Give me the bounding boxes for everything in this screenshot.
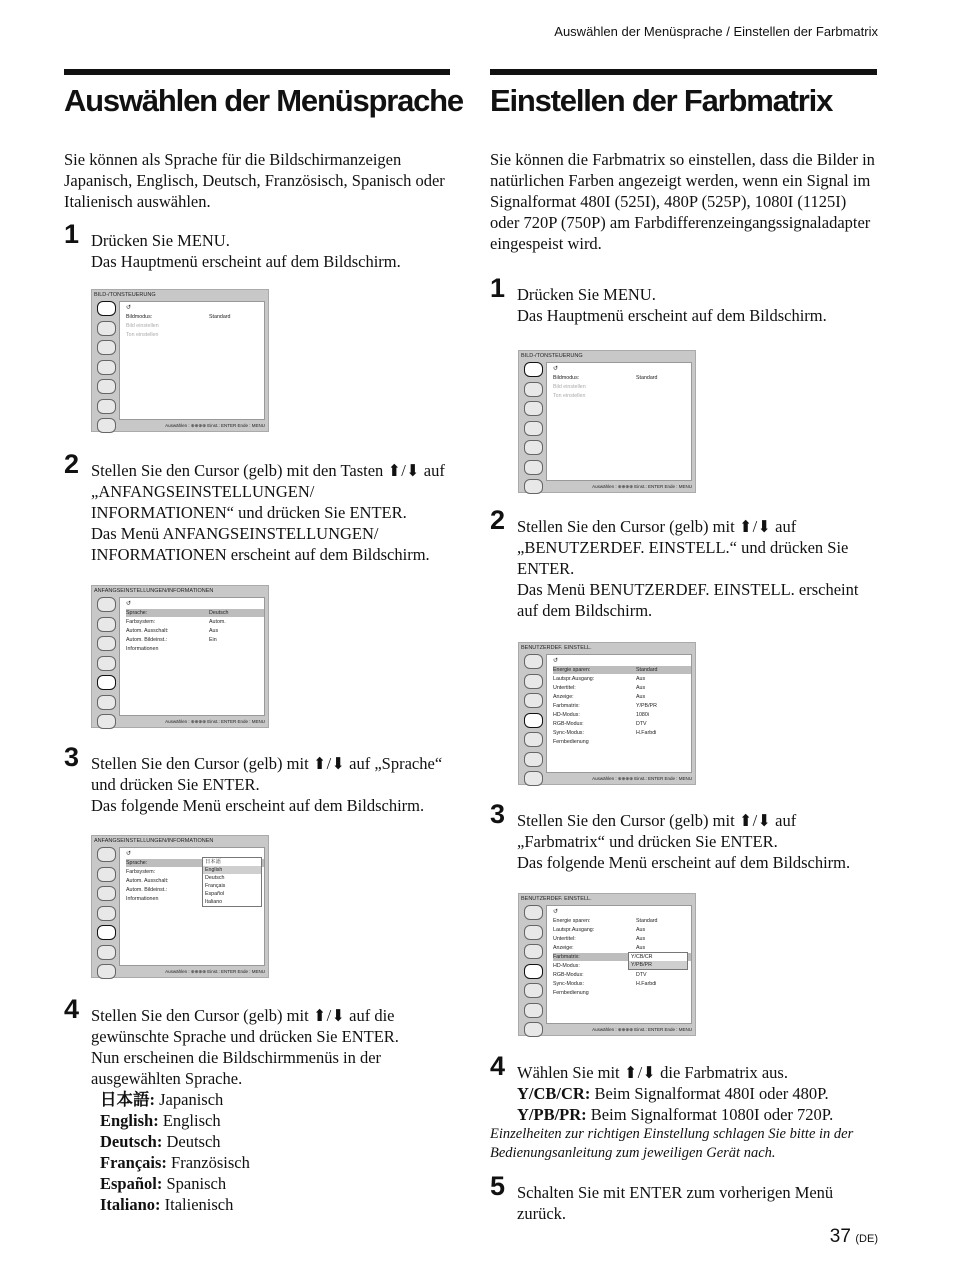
menu-row-label: Farbsystem:: [126, 619, 156, 625]
menu-row-value: H.Farbdi: [636, 730, 657, 736]
step-text: Stellen Sie den Cursor (gelb) mit ⬆/⬇ auf die gewünschte Sprache und drücken Sie ENTER.: [91, 1006, 399, 1046]
menu-row: [553, 720, 691, 728]
menu-screen-farbmatrix: [518, 893, 696, 1036]
menu-category-icon: [524, 983, 543, 998]
return-icon: ↺: [126, 851, 132, 857]
menu-row: [126, 627, 264, 635]
note: Einzelheiten zur richtigen Einstellung schlagen Sie bitte in der Bedienungsanleitung zum jeweiligen Gerät nach.: [490, 1126, 854, 1161]
menu-screen-anfangseinstellungen: [91, 585, 269, 728]
menu-row-label: Lautspr.Ausgang:: [553, 676, 595, 682]
menu-row-label: Bild einstellen: [553, 384, 586, 390]
menu-category-icon: [524, 693, 543, 708]
menu-category-icon: [524, 732, 543, 747]
menu-row-label: Ton einstellen: [553, 393, 586, 399]
menu-icon-column: [94, 597, 118, 734]
step-number: 3: [490, 799, 506, 829]
menu-category-icon: [97, 340, 116, 355]
menu-icon-column: [521, 654, 545, 791]
step-number: 5: [490, 1171, 506, 1201]
menu-panel: [546, 905, 692, 1024]
left-step-1: [64, 219, 450, 272]
menu-category-icon: [524, 421, 543, 436]
step-text: Stellen Sie den Cursor (gelb) mit ⬆/⬇ auf „Sprache“ und drücken Sie ENTER.: [91, 754, 443, 794]
menu-row-label: Anzeige:: [553, 694, 574, 700]
menu-row-value: Aus: [636, 694, 646, 700]
step-text: Das folgende Menü erscheint auf dem Bildschirm.: [91, 796, 425, 815]
menu-row: [553, 684, 691, 692]
step-text: Das Hauptmenü erscheint auf dem Bildschirm.: [91, 252, 401, 271]
menu-row-label: Sync-Modus:: [553, 981, 584, 987]
menu-row-value: Ein: [209, 637, 217, 643]
step-number: 1: [490, 273, 506, 303]
option-item: Y/CB/CR: [631, 954, 653, 960]
menu-row-label: Farbmatrix:: [553, 954, 580, 960]
menu-row: [553, 971, 691, 979]
definition-row: [100, 1131, 450, 1152]
definition-value: Italienisch: [164, 1195, 234, 1214]
menu-row-label: Energie sparen:: [553, 667, 591, 673]
menu-row-label: Untertitel:: [553, 685, 576, 691]
menu-category-icon: [97, 886, 116, 901]
menu-row-label: Bild einstellen: [126, 323, 159, 329]
menu-category-icon: [524, 401, 543, 416]
step-text: Wählen Sie mit ⬆/⬇ die Farbmatrix aus.: [517, 1063, 788, 1082]
definition-key: Y/CB/CR:: [517, 1084, 591, 1103]
right-step-3: [490, 799, 877, 873]
menu-row: [553, 935, 691, 943]
menu-row-value: 1080i: [636, 712, 649, 718]
menu-row: [553, 926, 691, 934]
menu-row: [553, 374, 691, 382]
step-number: 4: [64, 994, 80, 1024]
running-header: Auswählen der Menüsprache / Einstellen der Farbmatrix: [554, 24, 878, 39]
step-number: 4: [490, 1051, 506, 1081]
screen-footer: Auswählen : ⊕⊕⊕⊕ Einst.: ENTER Ende : MENU: [165, 969, 265, 974]
menu-category-icon: [524, 964, 543, 979]
return-icon: ↺: [553, 658, 559, 664]
menu-row-value: Aus: [209, 628, 219, 634]
step-text: Stellen Sie den Cursor (gelb) mit den Tasten ⬆/⬇ auf „ANFANGSEINSTELLUNGEN/ INFORMATIONEN“ und drücken Sie ENTER.: [91, 461, 445, 522]
menu-icon-column: [94, 847, 118, 984]
menu-row: [553, 693, 691, 701]
right-title: Einstellen der Farbmatrix: [490, 83, 833, 118]
option-item: 日本語: [205, 859, 221, 865]
step-text: Schalten Sie mit ENTER zum vorherigen Menü zurück.: [517, 1183, 834, 1223]
step-number: 3: [64, 742, 80, 772]
menu-row: [126, 618, 264, 626]
definition-value: Japanisch: [159, 1090, 224, 1109]
menu-row-label: RGB-Modus:: [553, 972, 584, 978]
menu-screen-bild-ton-right: [518, 350, 696, 493]
option-item: Deutsch: [205, 875, 225, 881]
menu-row: [126, 645, 264, 653]
option-item: Y/PB/PR: [629, 961, 687, 969]
right-step-5: [490, 1171, 877, 1224]
menu-screen-sprache: [91, 835, 269, 978]
menu-category-icon: [97, 360, 116, 375]
menu-row-label: Informationen: [126, 896, 159, 902]
menu-row-label: Autom. Ausschalt:: [126, 878, 169, 884]
page-number-suffix: (DE): [855, 1233, 878, 1245]
step-text: Stellen Sie den Cursor (gelb) mit ⬆/⬇ auf „Farbmatrix“ und drücken Sie ENTER.: [517, 811, 797, 851]
menu-row-value: Aus: [636, 676, 646, 682]
menu-row-value: DTV: [636, 972, 647, 978]
step-text: Das Menü BENUTZERDEF. EINSTELL. erscheint auf dem Bildschirm.: [517, 580, 859, 620]
menu-row-value: Standard: [636, 667, 658, 673]
menu-category-icon: [524, 440, 543, 455]
menu-row-label: HD-Modus:: [553, 963, 580, 969]
option-item: Español: [205, 891, 225, 897]
step-text: Das Menü ANFANGSEINSTELLUNGEN/ INFORMATIONEN erscheint auf dem Bildschirm.: [91, 524, 430, 564]
definition-key: Italiano:: [100, 1195, 161, 1214]
definition-value: Beim Signalformat 1080I oder 720P.: [590, 1105, 834, 1124]
menu-panel: [546, 362, 692, 481]
menu-row: [126, 322, 264, 330]
title-rule: [490, 69, 877, 75]
left-title: Auswählen der Menüsprache: [64, 83, 463, 118]
screen-title: BENUTZERDEF. EINSTELL.: [521, 896, 592, 902]
return-icon: ↺: [126, 305, 132, 311]
menu-category-icon: [524, 925, 543, 940]
menu-category-icon: [524, 771, 543, 786]
menu-row: [553, 944, 691, 952]
menu-row: [126, 331, 264, 339]
option-item: Français: [205, 883, 226, 889]
menu-row-value: Standard: [209, 314, 231, 320]
menu-row: [126, 313, 264, 321]
menu-category-icon: [97, 418, 116, 433]
definition-value: Französisch: [171, 1153, 250, 1172]
right-step-1: [490, 273, 877, 326]
definition-key: Deutsch:: [100, 1132, 163, 1151]
menu-row-label: Farbmatrix:: [553, 703, 580, 709]
menu-category-icon: [524, 905, 543, 920]
return-icon: ↺: [553, 909, 559, 915]
menu-row: [553, 711, 691, 719]
menu-category-icon: [97, 847, 116, 862]
definition-key: Français:: [100, 1153, 167, 1172]
step-text: Drücken Sie MENU.: [91, 231, 230, 250]
menu-row-label: Autom. Bildeinst.:: [126, 887, 168, 893]
definition-key: Y/PB/PR:: [517, 1105, 587, 1124]
menu-row-value: Aus: [636, 936, 646, 942]
menu-row-value: Standard: [636, 375, 658, 381]
menu-icon-column: [521, 905, 545, 1042]
menu-category-icon: [524, 1022, 543, 1037]
menu-category-icon: [97, 675, 116, 690]
option-item: Italiano: [205, 899, 223, 905]
page-number: [830, 1226, 878, 1248]
menu-row: [553, 383, 691, 391]
menu-row-value: H.Farbdi: [636, 981, 657, 987]
right-column: [490, 69, 877, 1224]
menu-category-icon: [524, 654, 543, 669]
left-step-4: [64, 994, 450, 1215]
step-text: Stellen Sie den Cursor (gelb) mit ⬆/⬇ auf „BENUTZERDEF. EINSTELL.“ und drücken Sie ENTER.: [517, 517, 849, 578]
menu-row: [126, 636, 264, 644]
menu-panel: [546, 654, 692, 773]
screen-footer: Auswählen : ⊕⊕⊕⊕ Einst.: ENTER Ende : MENU: [592, 1027, 692, 1032]
menu-row-value: Y/PB/PR: [636, 703, 657, 709]
definition-row: [100, 1089, 450, 1110]
menu-row: [553, 989, 691, 997]
menu-row-label: Informationen: [126, 646, 159, 652]
definition-row: [517, 1104, 877, 1125]
definition-value: Spanisch: [166, 1174, 227, 1193]
menu-category-icon: [524, 362, 543, 377]
menu-category-icon: [97, 636, 116, 651]
menu-row-label: Sync-Modus:: [553, 730, 584, 736]
return-icon: ↺: [553, 366, 559, 372]
menu-category-icon: [524, 752, 543, 767]
menu-category-icon: [97, 906, 116, 921]
menu-row: [553, 675, 691, 683]
menu-row: [553, 702, 691, 710]
menu-category-icon: [524, 713, 543, 728]
menu-icon-column: [521, 362, 545, 499]
right-step-2: [490, 505, 877, 621]
menu-screen-bild-ton: [91, 289, 269, 432]
option-popup: [202, 857, 262, 907]
menu-row-label: Fernbedienung: [553, 739, 589, 745]
menu-category-icon: [524, 382, 543, 397]
return-icon: ↺: [126, 601, 132, 607]
screen-footer: Auswählen : ⊕⊕⊕⊕ Einst.: ENTER Ende : MENU: [165, 719, 265, 724]
language-list: [91, 1089, 450, 1215]
menu-category-icon: [97, 301, 116, 316]
step-text: Drücken Sie MENU.: [517, 285, 656, 304]
menu-row-label: RGB-Modus:: [553, 721, 584, 727]
matrix-list: [517, 1083, 877, 1125]
screen-footer: Auswählen : ⊕⊕⊕⊕ Einst.: ENTER Ende : MENU: [592, 776, 692, 781]
screen-title: BILD-/TONSTEUERUNG: [521, 353, 583, 359]
menu-row-label: Ton einstellen: [126, 332, 159, 338]
menu-category-icon: [524, 479, 543, 494]
menu-row-label: Anzeige:: [553, 945, 574, 951]
menu-category-icon: [524, 460, 543, 475]
definition-key: English:: [100, 1111, 159, 1130]
definition-value: Deutsch: [166, 1132, 221, 1151]
screen-footer: Auswählen : ⊕⊕⊕⊕ Einst.: ENTER Ende : MENU: [165, 423, 265, 428]
menu-row-label: Energie sparen:: [553, 918, 591, 924]
menu-category-icon: [97, 617, 116, 632]
menu-row-value: Aus: [636, 927, 646, 933]
menu-row-label: Bildmodus:: [126, 314, 153, 320]
screen-title: BENUTZERDEF. EINSTELL.: [521, 645, 592, 651]
menu-row-value: Standard: [636, 918, 658, 924]
menu-category-icon: [524, 944, 543, 959]
definition-key: Español:: [100, 1174, 163, 1193]
menu-icon-column: [94, 301, 118, 438]
left-column: [64, 69, 463, 1215]
menu-category-icon: [97, 597, 116, 612]
menu-category-icon: [97, 867, 116, 882]
menu-panel: [119, 301, 265, 420]
menu-category-icon: [524, 1003, 543, 1018]
menu-panel: [119, 597, 265, 716]
definition-value: Beim Signalformat 480I oder 480P.: [594, 1084, 829, 1103]
screen-title: ANFANGSEINSTELLUNGEN/INFORMATIONEN: [94, 838, 214, 844]
menu-row: [553, 980, 691, 988]
menu-row-value: Aus: [636, 945, 646, 951]
left-step-2: [64, 449, 450, 565]
definition-row: [100, 1110, 450, 1131]
menu-category-icon: [97, 321, 116, 336]
menu-row-label: Bildmodus:: [553, 375, 580, 381]
title-rule: [64, 69, 450, 75]
menu-row-label: Autom. Ausschalt:: [126, 628, 169, 634]
screen-title: ANFANGSEINSTELLUNGEN/INFORMATIONEN: [94, 588, 214, 594]
step-number: 2: [64, 449, 80, 479]
menu-category-icon: [97, 379, 116, 394]
menu-category-icon: [524, 674, 543, 689]
menu-category-icon: [97, 399, 116, 414]
menu-row: [126, 609, 264, 617]
menu-row-value: Deutsch: [209, 610, 229, 616]
menu-row-label: Autom. Bildeinst.:: [126, 637, 168, 643]
step-text: Das Hauptmenü erscheint auf dem Bildschirm.: [517, 306, 827, 325]
definition-row: [100, 1194, 450, 1215]
definition-row: [100, 1173, 450, 1194]
definition-key: 日本語:: [100, 1090, 155, 1109]
definition-row: [517, 1083, 877, 1104]
menu-row: [553, 666, 691, 674]
menu-row: [553, 729, 691, 737]
option-popup: [628, 952, 688, 970]
menu-panel: [119, 847, 265, 966]
menu-screen-benutzerdef: [518, 642, 696, 785]
menu-category-icon: [97, 714, 116, 729]
step-text: Das folgende Menü erscheint auf dem Bildschirm.: [517, 853, 851, 872]
step-number: 2: [490, 505, 506, 535]
right-step-4: [490, 1051, 877, 1125]
menu-row-value: DTV: [636, 721, 647, 727]
left-step-3: [64, 742, 450, 816]
menu-category-icon: [97, 925, 116, 940]
menu-row: [553, 738, 691, 746]
menu-category-icon: [97, 695, 116, 710]
menu-row-label: Sprache:: [126, 610, 148, 616]
menu-row-label: Farbsystem:: [126, 869, 156, 875]
menu-row: [553, 392, 691, 400]
menu-row-label: HD-Modus:: [553, 712, 580, 718]
menu-row: [553, 917, 691, 925]
menu-category-icon: [97, 656, 116, 671]
menu-row-label: Lautspr.Ausgang:: [553, 927, 595, 933]
menu-row-label: Untertitel:: [553, 936, 576, 942]
step-text: Nun erscheinen die Bildschirmmenüs in der ausgewählten Sprache.: [91, 1048, 382, 1088]
screen-title: BILD-/TONSTEUERUNG: [94, 292, 156, 298]
left-intro: Sie können als Sprache für die Bildschirmanzeigen Japanisch, Englisch, Deutsch, Französisch, Spanisch oder Italienisch auswählen.: [64, 150, 445, 211]
menu-category-icon: [97, 945, 116, 960]
step-number: 1: [64, 219, 80, 249]
page-number-value: 37: [829, 1226, 851, 1247]
definition-value: Englisch: [162, 1111, 221, 1130]
menu-row-label: Fernbedienung: [553, 990, 589, 996]
right-intro: Sie können die Farbmatrix so einstellen, dass die Bilder in natürlichen Farben angezeigt werden, wenn ein Signal im Signalformat 480I (525I), 480P (525P), 1080I (1125I) oder 720P (750P) am Farbdifferenzeingangssignaladapter eingespeist wird.: [490, 150, 875, 253]
menu-row-value: Autom.: [209, 619, 226, 625]
option-item: English: [203, 866, 261, 874]
menu-row-label: Sprache:: [126, 860, 148, 866]
menu-category-icon: [97, 964, 116, 979]
definition-row: [100, 1152, 450, 1173]
menu-row-value: Aus: [636, 685, 646, 691]
screen-footer: Auswählen : ⊕⊕⊕⊕ Einst.: ENTER Ende : MENU: [592, 484, 692, 489]
